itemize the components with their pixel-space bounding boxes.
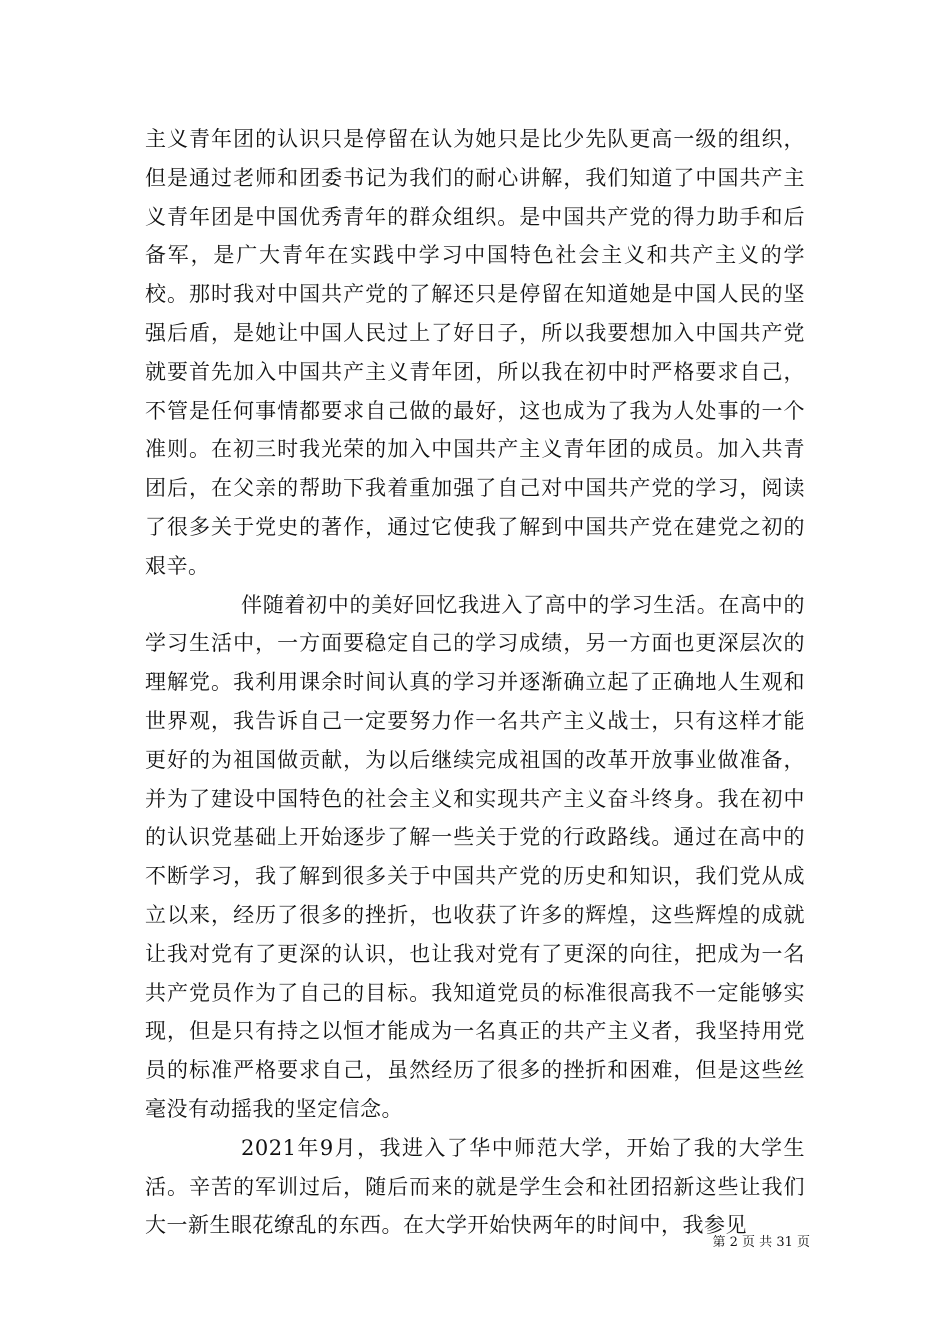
paragraph-3: 2021年9月，我进入了华中师范大学，开始了我的大学生活。辛苦的军训过后，随后而来的就是学生会和社团招新这些让我们大一新生眼花缭乱的东西。在大学开始快两年的时间中，我参见 bbox=[145, 1135, 805, 1238]
paragraph-1: 主义青年团的认识只是停留在认为她只是比少先队更高一级的组织，但是通过老师和团委书记为我们的耐心讲解，我们知道了中国共产主义青年团是中国优秀青年的群众组织。是中国共产党的得力助手和后备军，是广大青年在实践中学习中国特色社会主义和共产主义的学校。那时我对中国共产党的了解还只是停留在知道她是中国人民的坚强后盾，是她让中国人民过上了好日子，所以我要想加入中国共产党就要首先加入中国共产主义青年团，所以我在初中时严格要求自己，不管是任何事情都要求自己做的最好，这也成为了我为人处事的一个准则。在初三时我光荣的加入中国共产主义青年团的成员。加入共青团后，在父亲的帮助下我着重加强了自己对中国共产党的学习，阅读了很多关于党史的著作，通过它使我了解到中国共产党在建党之初的艰辛。 bbox=[145, 127, 805, 578]
body-text bbox=[145, 120, 805, 1245]
page-number-footer: 第 2 页 共 31 页 bbox=[712, 1235, 810, 1250]
paragraph-2: 伴随着初中的美好回忆我进入了高中的学习生活。在高中的学习生活中，一方面要稳定自己的学习成绩，另一方面也更深层次的理解党。我利用课余时间认真的学习并逐渐确立起了正确地人生观和世界观，我告诉自己一定要努力作一名共产主义战士，只有这样才能更好的为祖国做贡献，为以后继续完成祖国的改革开放事业做准备，并为了建设中国特色的社会主义和实现共产主义奋斗终身。我在初中的认识党基础上开始逐步了解一些关于党的行政路线。通过在高中的不断学习，我了解到很多关于中国共产党的历史和知识，我们党从成立以来，经历了很多的挫折，也收获了许多的辉煌，这些辉煌的成就让我对党有了更深的认识，也让我对党有了更深的向往，把成为一名共产党员作为了自己的目标。我知道党员的标准很高我不一定能够实现，但是只有持之以恒才能成为一名真正的共产主义者，我坚持用党员的标准严格要求自己，虽然经历了很多的挫折和困难，但是这些丝毫没有动摇我的坚定信念。 bbox=[145, 592, 805, 1121]
